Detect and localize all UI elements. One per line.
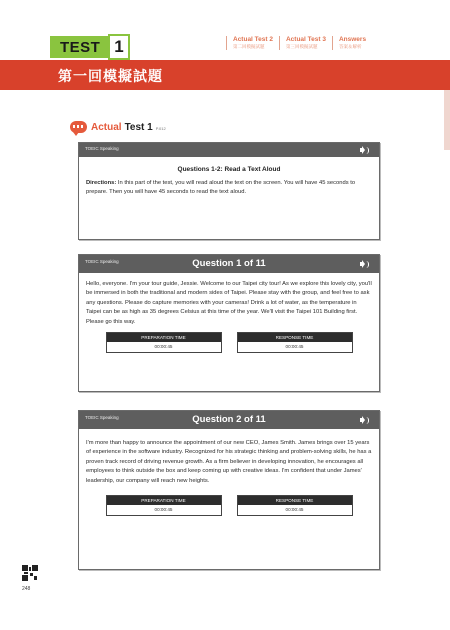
question-card-1 [78,254,380,392]
nav-tab-title: Answers [338,36,367,43]
timer-row [86,495,372,516]
nav-tab-answers[interactable] [332,36,372,50]
card-title-bar [79,255,379,273]
speaker-icon[interactable] [360,417,369,424]
directions-text [86,179,372,198]
directions-label: Directions: [86,180,117,186]
timer-row [86,332,372,353]
preparation-time-box [106,332,222,353]
card-title-bar [79,411,379,429]
nav-tab-title: Actual Test 3 [285,36,326,43]
card-body [79,157,379,204]
section-title-test: Test 1 [124,121,153,133]
section-heading [70,121,166,133]
directions-card [78,142,380,240]
card-heading: Questions 1-2: Read a Text Aloud [177,166,281,173]
section-title-actual: Actual [91,121,122,133]
question-card-2 [78,410,380,570]
nav-tab-test-2[interactable] [226,36,279,50]
bar-label: TOEIC Speaking [85,415,119,420]
timer-label: PREPARATION TIME [107,333,221,342]
card-body [79,273,379,359]
response-time-box [237,495,353,516]
question-text: Hello, everyone. I'm your tour guide, Jessie. Welcome to our Taipei city tour! As we explore this lovely city, you'll be immersed in both the traditional and modern sides of Taipei. Please stay with the group, and feel free to ask any questions. Please do capture memories with your cameras! Drink a lot of water, as the temperature in Taipei can be as high as 35 degrees Celsius at this time of the year. We'll visit the Taipei 101 Building first. Please go this way. [86,281,372,325]
card-title-bar [79,143,379,157]
timer-value: 00:00:45 [154,344,173,350]
qr-code-icon [22,565,38,581]
preparation-time-box [106,495,222,516]
nav-tab-test-3[interactable] [279,36,332,50]
test-number: 1 [108,34,130,60]
test-label: TEST [60,38,101,56]
timer-label: RESPONSE TIME [238,496,352,505]
speech-bubble-icon [70,121,87,133]
speaker-icon[interactable] [360,261,369,268]
section-page-ref: P.012 [155,126,166,131]
timer-value: 00:00:45 [285,507,304,513]
card-body [79,429,379,522]
response-time-box [237,332,353,353]
page-title: 第一回模擬試題 [58,69,163,85]
speaker-icon[interactable] [360,147,369,154]
test-badge [50,36,130,58]
page-number: 248 [22,586,31,592]
directions-body: In this part of the test, you will read aloud the text on the screen. You will have 45 seconds to prepare. Then you will have 45 seconds to read the text aloud. [86,180,356,196]
question-title: Question 2 of 11 [192,414,266,425]
timer-value: 00:00:45 [154,507,173,513]
nav-tab-sub: 第二回模擬試題 [233,44,265,49]
question-text: I'm more than happy to announce the appointment of our new CEO, James Smith. James brings over 15 years of experience in the software industry. Recognized for his strategic thinking and problem-solving skills, he has a proven track record of driving revenue growth. As a firm believer in developing innovation, he encourages all employees to think outside the box and keep coming up with creative ideas. I'm confident that under James' leadership, our company will reach new heights. [86,440,372,484]
title-band [0,60,450,90]
timer-label: PREPARATION TIME [107,496,221,505]
bar-label: TOEIC Speaking [85,259,119,264]
timer-value: 00:00:45 [285,344,304,350]
question-title: Question 1 of 11 [192,258,266,269]
test-nav [226,36,372,50]
nav-tab-sub: 第三回模擬試題 [285,44,318,49]
side-tab [444,90,450,150]
timer-label: RESPONSE TIME [238,333,352,342]
bar-label: TOEIC Speaking [85,146,119,151]
nav-tab-sub: 答案＆解析 [338,44,362,49]
nav-tab-title: Actual Test 2 [233,36,273,43]
